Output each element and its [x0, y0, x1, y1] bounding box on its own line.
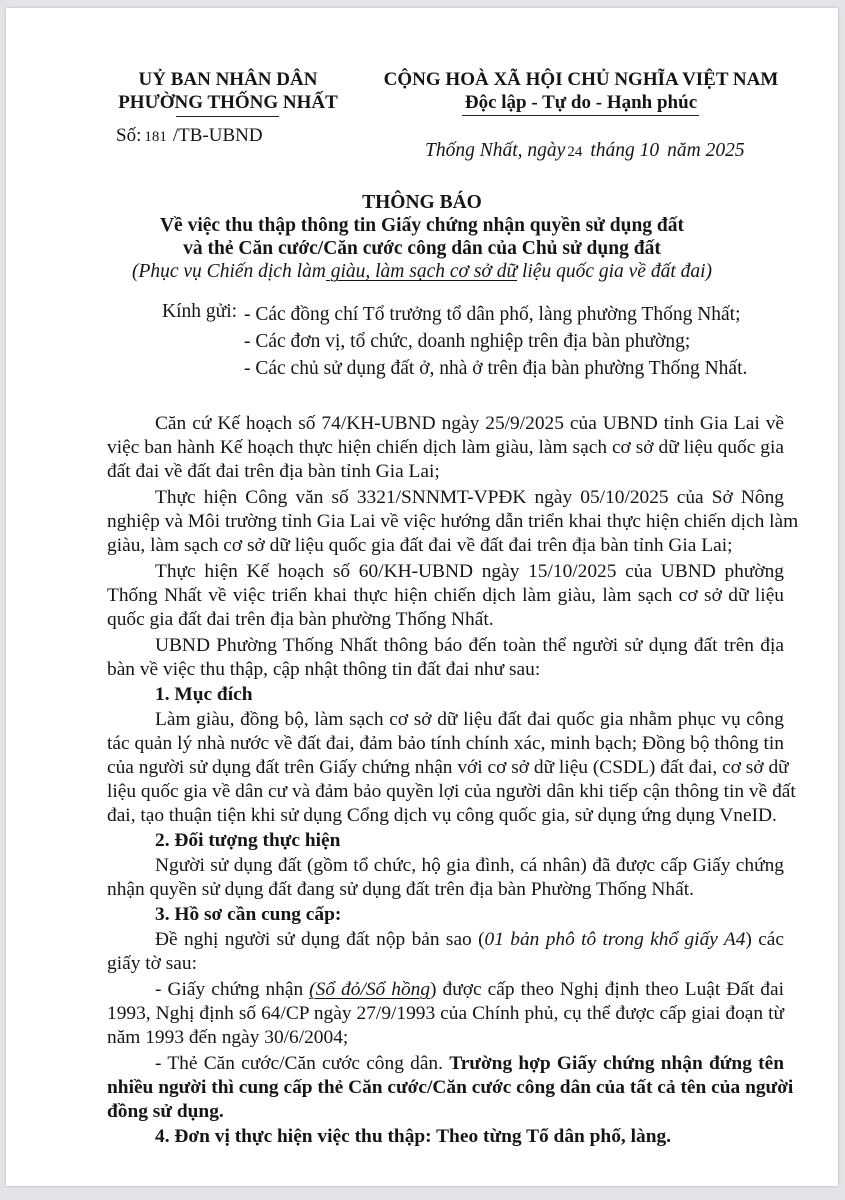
- section-heading-documents: 3. Hồ sơ cần cung cấp:: [155, 904, 342, 925]
- paragraph-line: Làm giàu, đồng bộ, làm sạch cơ sở dữ liệu đất đai quốc gia nhằm phục vụ công: [155, 709, 784, 730]
- paragraph-line: bàn về việc thu thập, cập nhật thông tin đất đai như sau:: [107, 659, 541, 680]
- section-heading-subjects: 2. Đối tượng thực hiện: [155, 830, 341, 851]
- intro-italic-note: 01 bản phô tô trong khổ giấy A4: [484, 929, 746, 950]
- agency-line-1: UỶ BAN NHÂN DÂN: [138, 69, 318, 90]
- note-part-3: liệu quốc gia về đất đai): [517, 261, 713, 282]
- paragraph-line: nhận quyền sử dụng đất đang sử dụng đất trên địa bàn Phường Thống Nhất.: [107, 879, 694, 900]
- doc-number-prefix: Số:: [116, 125, 142, 146]
- national-heading: [371, 68, 791, 114]
- agency-line-2: PHƯỜNG THỐNG NHẤT: [118, 92, 338, 113]
- date-month: tháng 10: [590, 140, 660, 161]
- section-heading-collection-unit: 4. Đơn vị thực hiện việc thu thập: Theo từng Tổ dân phố, làng.: [155, 1126, 672, 1147]
- paragraph-line: Căn cứ Kế hoạch số 74/KH-UBND ngày 25/9/2025 của UBND tỉnh Gia Lai về: [155, 413, 784, 434]
- doc-number-value: 181: [144, 129, 167, 145]
- item-italic-underlined: (Sổ đỏ/Sổ hồng: [309, 979, 431, 1000]
- recipient-item: - Các đồng chí Tổ trưởng tổ dân phố, làng phường Thống Nhất;: [244, 304, 741, 325]
- paragraph-line: UBND Phường Thống Nhất thông báo đến toàn thể người sử dụng đất trên địa: [155, 635, 784, 656]
- item-text-end: ) được cấp theo Nghị định theo Luật Đất đai: [430, 979, 785, 1000]
- date-place-label: Thống Nhất, ngày: [425, 140, 566, 161]
- paragraph-line: giàu, làm sạch cơ sở dữ liệu quốc gia đất đai về đất đai trên địa bàn tỉnh Gia Lai;: [107, 535, 733, 556]
- paragraph-line: Người sử dụng đất (gồm tổ chức, hộ gia đình, cá nhân) đã được cấp Giấy chứng: [155, 855, 784, 876]
- paragraph-line: [155, 978, 784, 1002]
- paragraph-line: đất đai về đất đai trên địa bàn tỉnh Gia Lai;: [107, 461, 440, 482]
- date-day: 24: [567, 144, 583, 160]
- intro-text-end: ) các: [745, 929, 785, 950]
- doc-number-suffix: /TB-UBND: [172, 125, 263, 146]
- paragraph-line: [155, 928, 784, 952]
- date-place: [425, 140, 745, 162]
- note-part-2-underlined: giàu, làm sạch cơ sở dữ: [325, 261, 518, 282]
- paragraph-line: Thực hiện Kế hoạch số 60/KH-UBND ngày 15/10/2025 của UBND phường: [155, 561, 784, 582]
- nation-motto: Độc lập - Tự do - Hạnh phúc: [464, 92, 698, 113]
- date-year: năm 2025: [667, 140, 745, 161]
- paragraph-line: [155, 1052, 784, 1076]
- document-page: [6, 8, 838, 1186]
- motto-underline: [462, 115, 699, 116]
- notice-heading: THÔNG BÁO: [362, 192, 482, 213]
- paragraph-line: năm 1993 đến ngày 30/6/2004;: [107, 1027, 349, 1048]
- paragraph-line: giấy tờ sau:: [107, 953, 197, 974]
- note-part-1: (Phục vụ Chiến dịch làm: [131, 261, 326, 282]
- agency-underline: [176, 116, 279, 117]
- paragraph-line: Thống Nhất về việc triển khai thực hiện chiến dịch làm giàu, làm sạch cơ sở dữ liệu: [107, 585, 784, 606]
- intro-text: Đề nghị người sử dụng đất nộp bản sao (: [155, 929, 485, 950]
- paragraph-line: đai, tạo thuận tiện khi sử dụng Cổng dịch vụ công quốc gia, sử dụng ứng dụng VneID.: [107, 805, 777, 826]
- notice-purpose-note: [6, 261, 838, 283]
- document-number: [116, 125, 263, 147]
- paragraph-line: việc ban hành Kế hoạch thực hiện chiến dịch làm giàu, làm sạch cơ sở dữ liệu quốc gia: [107, 437, 784, 458]
- item-text: - Giấy chứng nhận: [155, 979, 310, 1000]
- notice-subject-line-1: Về việc thu thập thông tin Giấy chứng nhận quyền sử dụng đất: [159, 215, 685, 236]
- recipient-item: - Các chủ sử dụng đất ở, nhà ở trên địa bàn phường Thống Nhất.: [244, 358, 748, 379]
- section-heading-purpose: 1. Mục đích: [155, 684, 253, 705]
- paragraph-line: tác quản lý nhà nước về đất đai, đảm bảo tính chính xác, minh bạch; Đồng bộ thông tin: [107, 733, 784, 754]
- item-text: - Thẻ Căn cước/Căn cước công dân.: [155, 1053, 450, 1074]
- paragraph-line: quốc gia đất đai trên địa bàn phường Thống Nhất.: [107, 609, 494, 630]
- notice-subject-line-2: và thẻ Căn cước/Căn cước công dân của Chủ sử dụng đất: [183, 238, 661, 259]
- paragraph-line: nhiều người thì cung cấp thẻ Căn cước/Căn cước công dân của tất cả tên của người: [107, 1077, 794, 1098]
- nation-line-1: CỘNG HOÀ XÃ HỘI CHỦ NGHĨA VIỆT NAM: [383, 69, 779, 90]
- item-bold-text: Trường hợp Giấy chứng nhận đứng tên: [449, 1053, 784, 1074]
- paragraph-line: của người sử dụng đất trên Giấy chứng nhận với cơ sở dữ liệu (CSDL) đất đai, cơ sở dữ: [107, 757, 789, 778]
- agency-name: [98, 68, 358, 114]
- paragraph-line: Thực hiện Công văn số 3321/SNNMT-VPĐK ngày 05/10/2025 của Sở Nông: [155, 487, 784, 508]
- paragraph-line: nghiệp và Môi trường tỉnh Gia Lai về việc hướng dẫn triển khai thực hiện chiến dịch làm: [107, 511, 799, 532]
- recipients-label: Kính gửi:: [162, 301, 238, 322]
- paragraph-line: liệu quốc gia về dân cư và đảm bảo quyền lợi của người dân khi tiếp cận thông tin về đất: [107, 781, 796, 802]
- recipient-item: - Các đơn vị, tổ chức, doanh nghiệp trên địa bàn phường;: [244, 331, 691, 352]
- paragraph-line: đồng sử dụng.: [107, 1101, 224, 1122]
- paragraph-line: 1993, Nghị định số 64/CP ngày 27/9/1993 của Chính phủ, cụ thể được cấp giai đoạn từ: [107, 1003, 784, 1024]
